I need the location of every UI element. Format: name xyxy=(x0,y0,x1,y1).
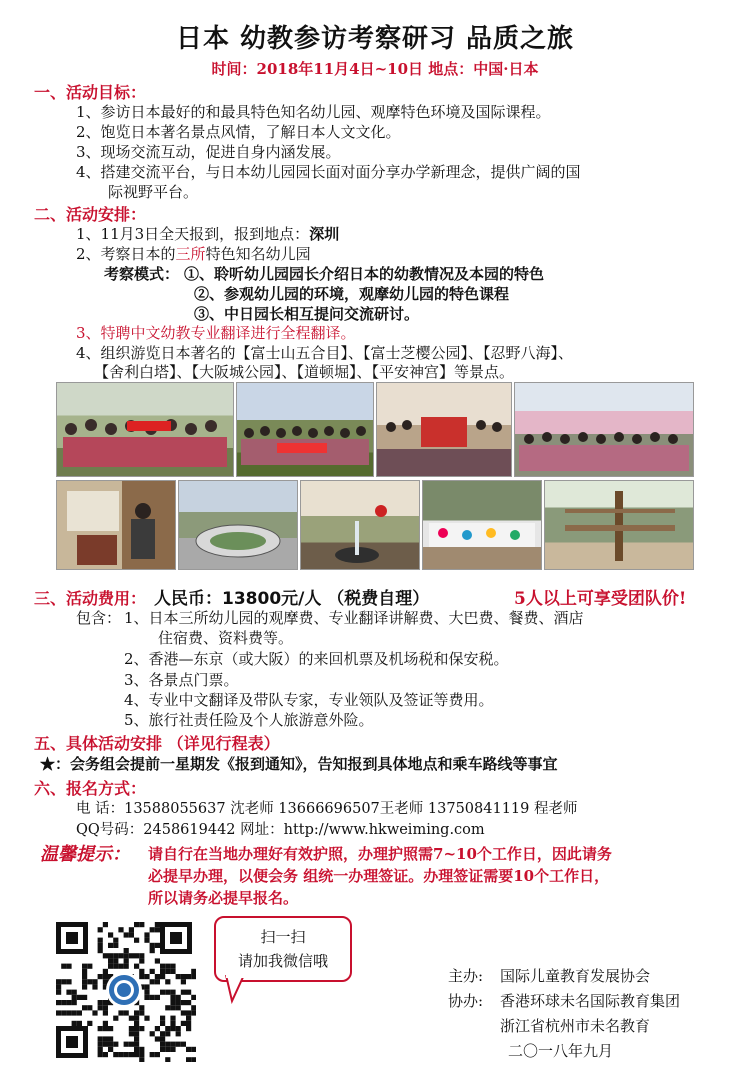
tip-line-2: 必提早办理，以便会务 组统一办理签证。办理签证需要10个工作日， xyxy=(148,867,610,885)
inspect-mode-label: 考察模式： xyxy=(104,265,180,283)
tip-line-1: 请自行在当地办理好有效护照，办理护照需7~10个工作日，因此请务 xyxy=(148,845,612,863)
photo-treehouse xyxy=(544,480,694,570)
arrange-item-1 xyxy=(76,223,339,244)
wechat-qr-code xyxy=(52,918,196,1062)
event-time-location: 时间：2018年11月4日~10日 地点：中国·日本 xyxy=(211,60,539,78)
photo-group-4 xyxy=(514,382,694,477)
group-discount: 5人以上可享受团队价! xyxy=(514,589,687,609)
fees-heading: 三、活动费用： xyxy=(34,589,147,608)
signup-phones: 电 话：13588055637 沈老师 13666696507王老师 13750841119 程老师 xyxy=(76,801,578,817)
goal-item-2: 2、饱览日本著名景点风情，了解日本人文文化。 xyxy=(76,123,401,141)
wechat-bubble xyxy=(214,916,352,982)
photo-classroom xyxy=(56,480,176,570)
arrange-item-2 xyxy=(76,243,311,264)
goal-item-1: 1、参访日本最好的和最具特色知名幼儿园、观摩特色环境及国际课程。 xyxy=(76,103,551,121)
fee-item-1: 1、日本三所幼儿园的观摩费、专业翻译讲解费、大巴费、餐费、酒店 xyxy=(124,609,584,627)
fee-include-label: 包含： xyxy=(76,609,122,627)
co-organizer-label: 协办: xyxy=(448,992,484,1010)
photo-children-drawing xyxy=(422,480,542,570)
fee-item-1-cont: 住宿费、资料费等。 xyxy=(158,629,294,647)
schedule-note: ★：会务组会提前一星期发《报到通知》，告知报到具体地点和乘车路线等事宜 xyxy=(40,755,558,773)
people-illustration-icon xyxy=(57,383,233,476)
arrange-item-4-cont: 【舍利白塔】、【大阪城公园】、【道顿堀】、【平安神宫】等景点。 xyxy=(94,363,515,381)
schedule-heading: 五、具体活动安排 （详见行程表） xyxy=(34,734,280,753)
co-organizer-1: 香港环球未名国际教育集团 xyxy=(500,992,681,1010)
arrange-heading: 二、活动安排： xyxy=(34,205,147,224)
photo-group-3 xyxy=(376,382,512,477)
inspect-mode-3: ③、中日园长相互提问交流研讨。 xyxy=(194,305,420,323)
fee-item-4: 4、专业中文翻译及带队专家，专业领队及签证等费用。 xyxy=(124,691,494,709)
building-aerial-icon xyxy=(179,481,297,569)
inspect-mode-2: ②、参观幼儿园的环境，观摩幼儿园的特色课程 xyxy=(194,285,510,303)
arrange-item-2-post: 特色知名幼儿园 xyxy=(205,245,311,263)
signup-qq-website: QQ号码：2458619442 网址：http://www.hkweiming.com xyxy=(76,822,485,838)
photo-group-1 xyxy=(56,382,234,477)
meeting-photo-icon xyxy=(377,383,511,476)
add-wechat-text: 请加我微信哦 xyxy=(237,952,328,970)
tip-line-3: 所以请务必提早报名。 xyxy=(148,889,299,907)
goals-heading: 一、活动目标： xyxy=(34,83,147,102)
goal-item-4-cont: 际视野平台。 xyxy=(108,183,199,201)
fountain-icon xyxy=(301,481,419,569)
inspect-mode-1: ①、聆听幼儿园园长介绍日本的幼教情况及本园的特色 xyxy=(184,265,545,283)
fee-item-2: 2、香港—东京（或大阪）的来回机票及机场税和保安税。 xyxy=(124,650,509,668)
arrange-item-2-pre: 2、考察日本的 xyxy=(76,245,176,263)
photo-kindergarten-aerial xyxy=(178,480,298,570)
fee-price: 人民币：13800元/人 （税费自理） xyxy=(154,589,430,609)
tip-label: 温馨提示： xyxy=(40,844,130,865)
co-organizer-2: 浙江省杭州市未名教育 xyxy=(500,1017,651,1035)
bubble-tail-icon xyxy=(222,975,252,1005)
page-title: 日本 幼教参访考察研习 品质之旅 xyxy=(175,24,575,54)
scan-text: 扫一扫 xyxy=(260,928,306,946)
arrange-item-2-highlight: 三所 xyxy=(175,245,206,263)
speaker-photo-icon xyxy=(57,481,175,569)
photo-group-2 xyxy=(236,382,374,477)
fee-item-5: 5、旅行社责任险及个人旅游意外险。 xyxy=(124,711,374,729)
arrange-item-4: 4、组织游览日本著名的【富士山五合目】、【富士芝樱公园】、【忍野八海】、 xyxy=(76,344,574,362)
host-name: 国际儿童教育发展协会 xyxy=(500,967,651,985)
host-label: 主办: xyxy=(448,967,484,985)
mural-icon xyxy=(423,481,541,569)
fee-item-3: 3、各景点门票。 xyxy=(124,671,239,689)
arrange-item-1-text: 1、11月3日全天报到，报到地点： xyxy=(76,225,310,243)
group-photo-icon xyxy=(237,383,373,476)
photo-fountain xyxy=(300,480,420,570)
signup-heading: 六、报名方式： xyxy=(34,779,147,798)
issue-date: 二〇一八年九月 xyxy=(508,1042,614,1060)
qr-code-icon xyxy=(52,918,196,1062)
arrange-item-3: 3、特聘中文幼教专业翻译进行全程翻译。 xyxy=(76,324,356,342)
tree-structure-icon xyxy=(545,481,693,569)
cherry-blossom-photo-icon xyxy=(515,383,693,476)
goal-item-3: 3、现场交流互动，促进自身内涵发展。 xyxy=(76,143,341,161)
arrange-item-1-place: 深圳 xyxy=(309,225,340,243)
goal-item-4: 4、搭建交流平台，与日本幼儿园园长面对面分享办学新理念，提供广阔的国 xyxy=(76,163,581,181)
